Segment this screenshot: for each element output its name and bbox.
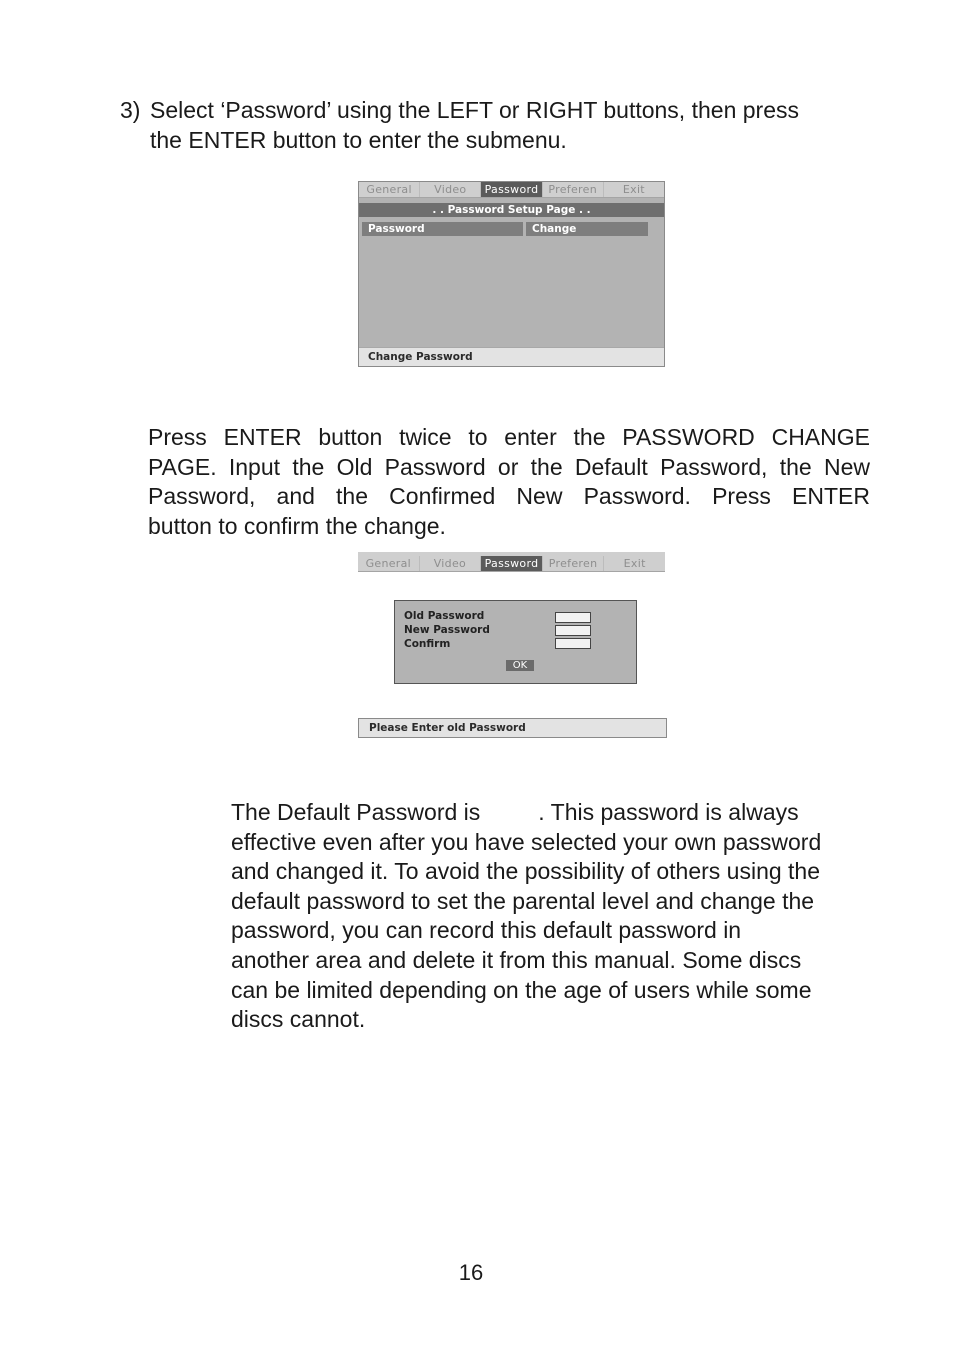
tab-preference[interactable]: Preferen <box>543 182 604 197</box>
password-change-menu-tabs <box>358 552 665 572</box>
step-number: 3) <box>120 97 141 123</box>
old-password-label: Old Password <box>404 610 485 622</box>
tab-preference[interactable]: Preferen <box>543 556 605 571</box>
step-3-line-1: Select ‘Password’ using the LEFT or RIGHT buttons, then press <box>150 97 799 123</box>
tab-exit[interactable]: Exit <box>623 557 646 570</box>
password-option-row[interactable] <box>359 222 664 236</box>
password-setup-screen <box>358 181 665 367</box>
tab-video[interactable]: Video <box>420 556 482 571</box>
screen-status-bar: Change Password <box>359 347 664 366</box>
note-line-7: can be limited depending on the age of users while some <box>231 976 812 1003</box>
password-change-status-bar: Please Enter old Password <box>358 718 667 738</box>
note-line-2: effective even after you have selected your own password <box>231 828 822 855</box>
ok-button[interactable]: OK <box>506 660 534 671</box>
instruction-line-3: Password, and the Confirmed New Password. Press ENTER <box>148 483 870 510</box>
note-line-4: default password to set the parental level and change the <box>231 887 815 914</box>
tab-general[interactable]: General <box>358 556 420 571</box>
new-password-field[interactable] <box>555 625 591 636</box>
note-line-1-end: . This password is always <box>538 799 799 825</box>
page-number: 16 <box>458 1260 484 1285</box>
tab-password[interactable]: Password <box>481 182 542 197</box>
instruction-line-4: button to confirm the change. <box>148 512 446 539</box>
tab-exit[interactable]: Exit <box>622 183 645 196</box>
step-3-line-2: the ENTER button to enter the submenu. <box>150 126 567 153</box>
note-line-3: and changed it. To avoid the possibility of others using the <box>231 858 821 885</box>
new-password-label: New Password <box>404 624 490 636</box>
note-line-5: password, you can record this default password in <box>231 917 742 944</box>
note-line-1 <box>231 798 881 828</box>
password-option-label: Password <box>362 222 523 236</box>
instruction-line-2: PAGE. Input the Old Password or the Default Password, the New <box>148 453 870 480</box>
note-line-6: another area and delete it from this manual. Some discs <box>231 946 802 973</box>
tab-general[interactable]: General <box>359 182 420 197</box>
note-line-1-start: The Default Password is <box>231 799 481 825</box>
default-password-note <box>231 798 881 1035</box>
instruction-line-1: Press ENTER button twice to enter the PASSWORD CHANGE <box>148 424 870 450</box>
tab-video[interactable]: Video <box>420 182 481 197</box>
old-password-field[interactable] <box>555 612 591 623</box>
setup-page-header: . . Password Setup Page . . <box>359 203 664 217</box>
note-line-8: discs cannot. <box>231 1006 366 1033</box>
password-option-value[interactable]: Change <box>526 222 648 236</box>
password-change-dialog <box>394 600 637 684</box>
confirm-password-field[interactable] <box>555 638 591 649</box>
tab-password[interactable]: Password <box>481 556 543 571</box>
step-3-text <box>120 96 880 155</box>
menu-tabs <box>359 182 664 198</box>
instruction-text <box>148 423 870 541</box>
confirm-password-label: Confirm <box>404 638 451 650</box>
